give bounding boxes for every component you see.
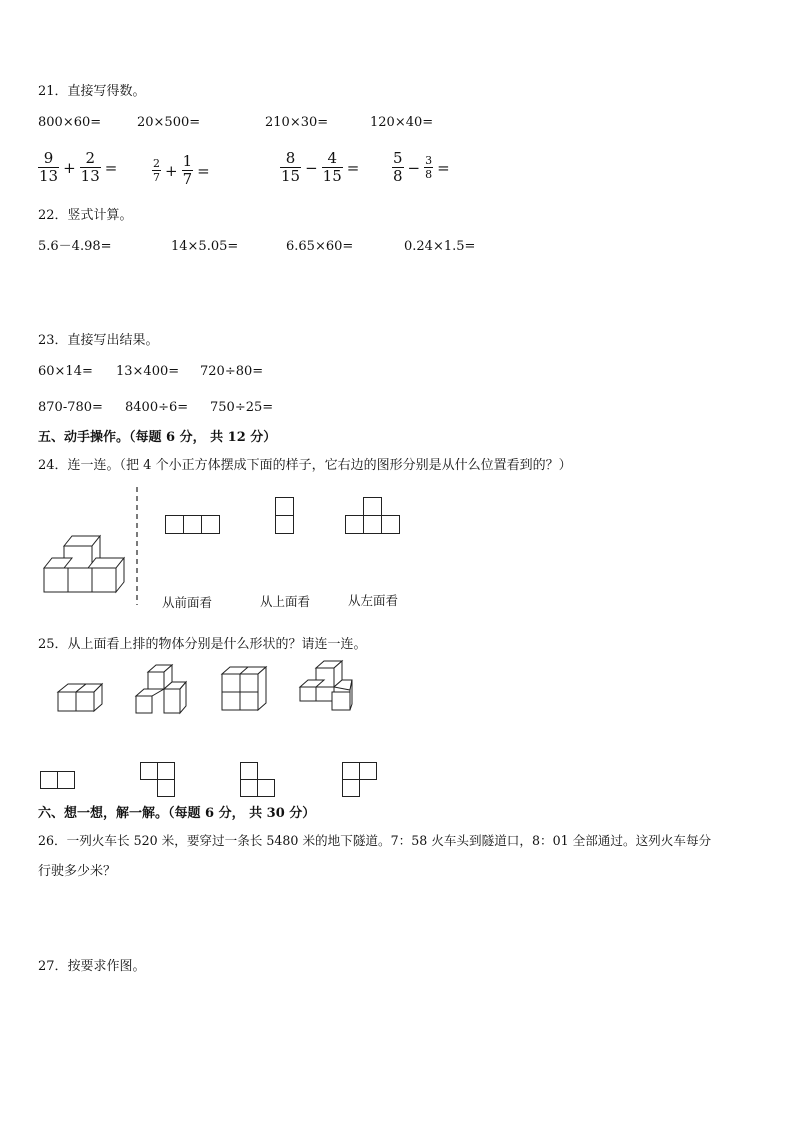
q24-label-front: 从前面看 (162, 595, 213, 610)
section5-heading: 五、动手操作。（每题 6 分， 共 12 分） (38, 430, 277, 445)
q25-shape-a (40, 771, 76, 791)
q23-row1-item-1: 60×14= (38, 364, 93, 379)
q27-title: 27．按要求作图。 (38, 959, 146, 974)
q25-object-3 (222, 666, 268, 712)
q21-item-4: 120×40= (370, 115, 434, 130)
q21-fraction-4: 5 8 − 3 8 = (393, 149, 450, 185)
q25-object-2 (136, 664, 188, 714)
q25-object-1 (58, 678, 104, 712)
q23-row2-item-2: 8400÷6= (125, 400, 189, 415)
q21-item-2: 20×500= (137, 115, 201, 130)
q26-text-line2: 行驶多少米？ (38, 864, 117, 879)
q25-title: 25．从上面看上排的物体分别是什么形状的？请连一连。 (38, 637, 367, 652)
q24-cube-stack-figure (44, 532, 124, 597)
q25-shape-d (342, 762, 378, 798)
q25-object-4 (300, 660, 354, 712)
q24-title: 24．连一连。（把 4 个小正方体摆成下面的样子，它右边的图形分别是从什么位置看到的？） (38, 458, 572, 473)
q23-row2-item-3: 750÷25= (210, 400, 274, 415)
q24-view-t-shape (345, 497, 401, 535)
q25-shape-c (240, 762, 276, 798)
q23-row2-item-1: 870-780= (38, 400, 103, 415)
q21-title: 21．直接写得数。 (38, 84, 146, 99)
q24-label-left: 从左面看 (348, 593, 399, 608)
section6-heading: 六、想一想，解一解。（每题 6 分， 共 30 分） (38, 806, 316, 821)
q24-label-top: 从上面看 (260, 594, 311, 609)
q24-dashed-divider (134, 487, 140, 607)
q21-fraction-3: 8 15 − 4 15 = (281, 149, 360, 185)
q23-row1-item-3: 720÷80= (200, 364, 264, 379)
q23-title: 23．直接写出结果。 (38, 333, 159, 348)
q22-item-1: 5.6－4.98= (38, 239, 112, 254)
q26-text-line1: 26．一列火车长 520 米，要穿过一条长 5480 米的地下隧道。7：58 火车头到隧道口，8：01 全部通过。这列火车每分 (38, 833, 712, 848)
q24-view-two-stacked (275, 497, 295, 535)
q21-fraction-1: 9 13 + 2 13 = (39, 149, 118, 185)
q22-item-2: 14×5.05= (171, 239, 239, 254)
q24-view-three-in-row (165, 515, 221, 535)
q22-item-4: 0.24×1.5= (404, 239, 476, 254)
q25-shape-b (140, 762, 176, 798)
q21-fraction-2: 2 7 + 1 7 = (153, 152, 210, 188)
q22-title: 22．竖式计算。 (38, 208, 133, 223)
q21-item-1: 800×60= (38, 115, 102, 130)
q22-item-3: 6.65×60= (286, 239, 354, 254)
q23-row1-item-2: 13×400= (116, 364, 180, 379)
q21-item-3: 210×30= (265, 115, 329, 130)
